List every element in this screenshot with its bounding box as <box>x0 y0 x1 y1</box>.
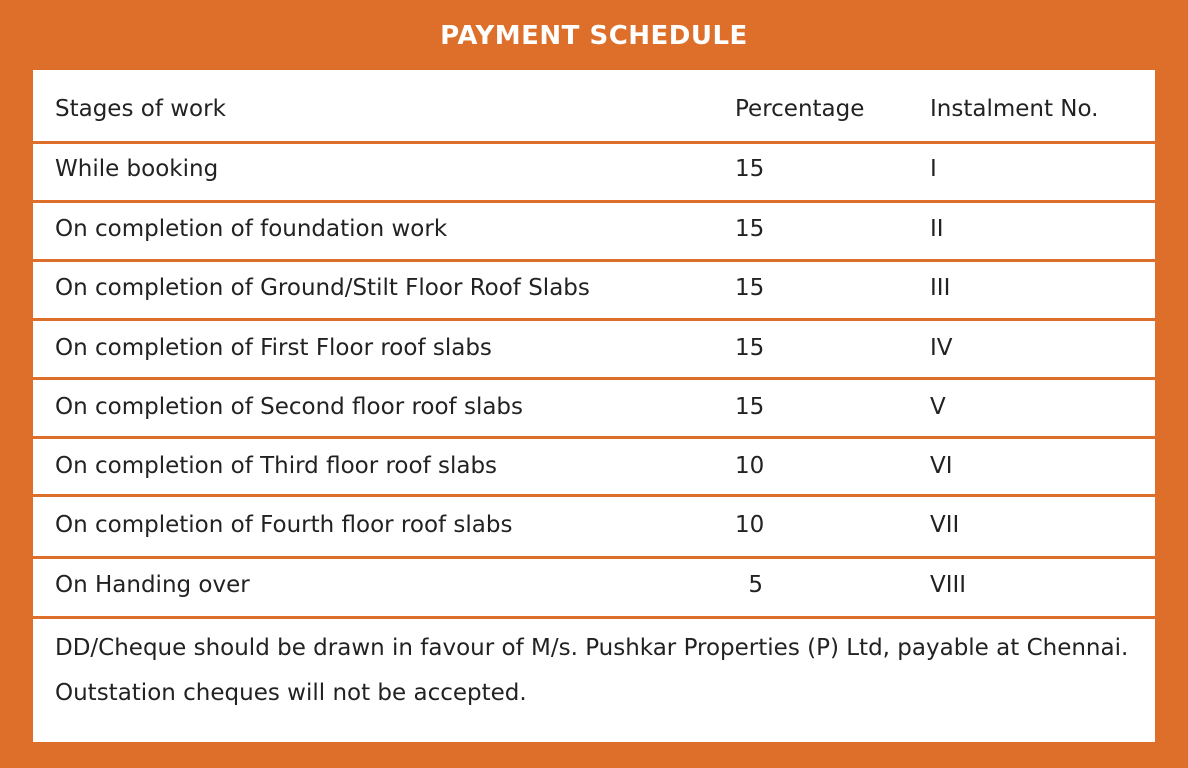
stage-cell: On completion of Third floor roof slabs <box>55 453 498 479</box>
table-row <box>33 556 1155 615</box>
note-line-cheque: DD/Cheque should be drawn in favour of M/s. Pushkar Properties (P) Ltd, payable at Chennai. <box>55 635 1129 661</box>
stage-cell: On completion of Second floor roof slabs <box>55 394 524 420</box>
note-line-outstation: Outstation cheques will not be accepted. <box>55 680 527 706</box>
table-row <box>33 378 1155 437</box>
instalment-cell: V <box>930 394 946 420</box>
stage-cell: On completion of Fourth floor roof slabs <box>55 512 513 538</box>
percentage-cell: 15 <box>735 156 765 182</box>
stage-cell: On Handing over <box>55 572 250 598</box>
payment-schedule-table <box>33 70 1155 742</box>
instalment-cell: I <box>930 156 937 182</box>
percentage-cell: 15 <box>735 216 765 242</box>
page-title: PAYMENT SCHEDULE <box>440 21 748 51</box>
instalment-cell: VII <box>930 512 960 538</box>
instalment-cell: VIII <box>930 572 967 598</box>
percentage-cell: 10 <box>735 512 765 538</box>
instalment-cell: II <box>930 216 944 242</box>
table-row <box>33 200 1155 259</box>
stage-cell: On completion of First Floor roof slabs <box>55 335 492 361</box>
percentage-cell: 5 <box>748 572 763 598</box>
percentage-cell: 10 <box>735 453 765 479</box>
table-row <box>33 319 1155 378</box>
stage-cell: On completion of foundation work <box>55 216 448 242</box>
percentage-cell: 15 <box>735 335 765 361</box>
table-row <box>33 496 1155 555</box>
table-row <box>33 259 1155 318</box>
table-row <box>33 437 1155 496</box>
stage-cell: While booking <box>55 156 219 182</box>
header-stages-of-work: Stages of work <box>55 96 226 122</box>
percentage-cell: 15 <box>735 394 765 420</box>
table-row <box>33 140 1155 199</box>
instalment-cell: VI <box>930 453 953 479</box>
instalment-cell: III <box>930 275 951 301</box>
payment-note <box>55 626 1145 716</box>
stage-cell: On completion of Ground/Stilt Floor Roof Slabs <box>55 275 590 301</box>
percentage-cell: 15 <box>735 275 765 301</box>
table-header-row <box>33 80 1155 139</box>
row-divider <box>33 616 1155 619</box>
header-percentage: Percentage <box>735 96 865 122</box>
instalment-cell: IV <box>930 335 953 361</box>
header-instalment-no: Instalment No. <box>930 96 1099 122</box>
